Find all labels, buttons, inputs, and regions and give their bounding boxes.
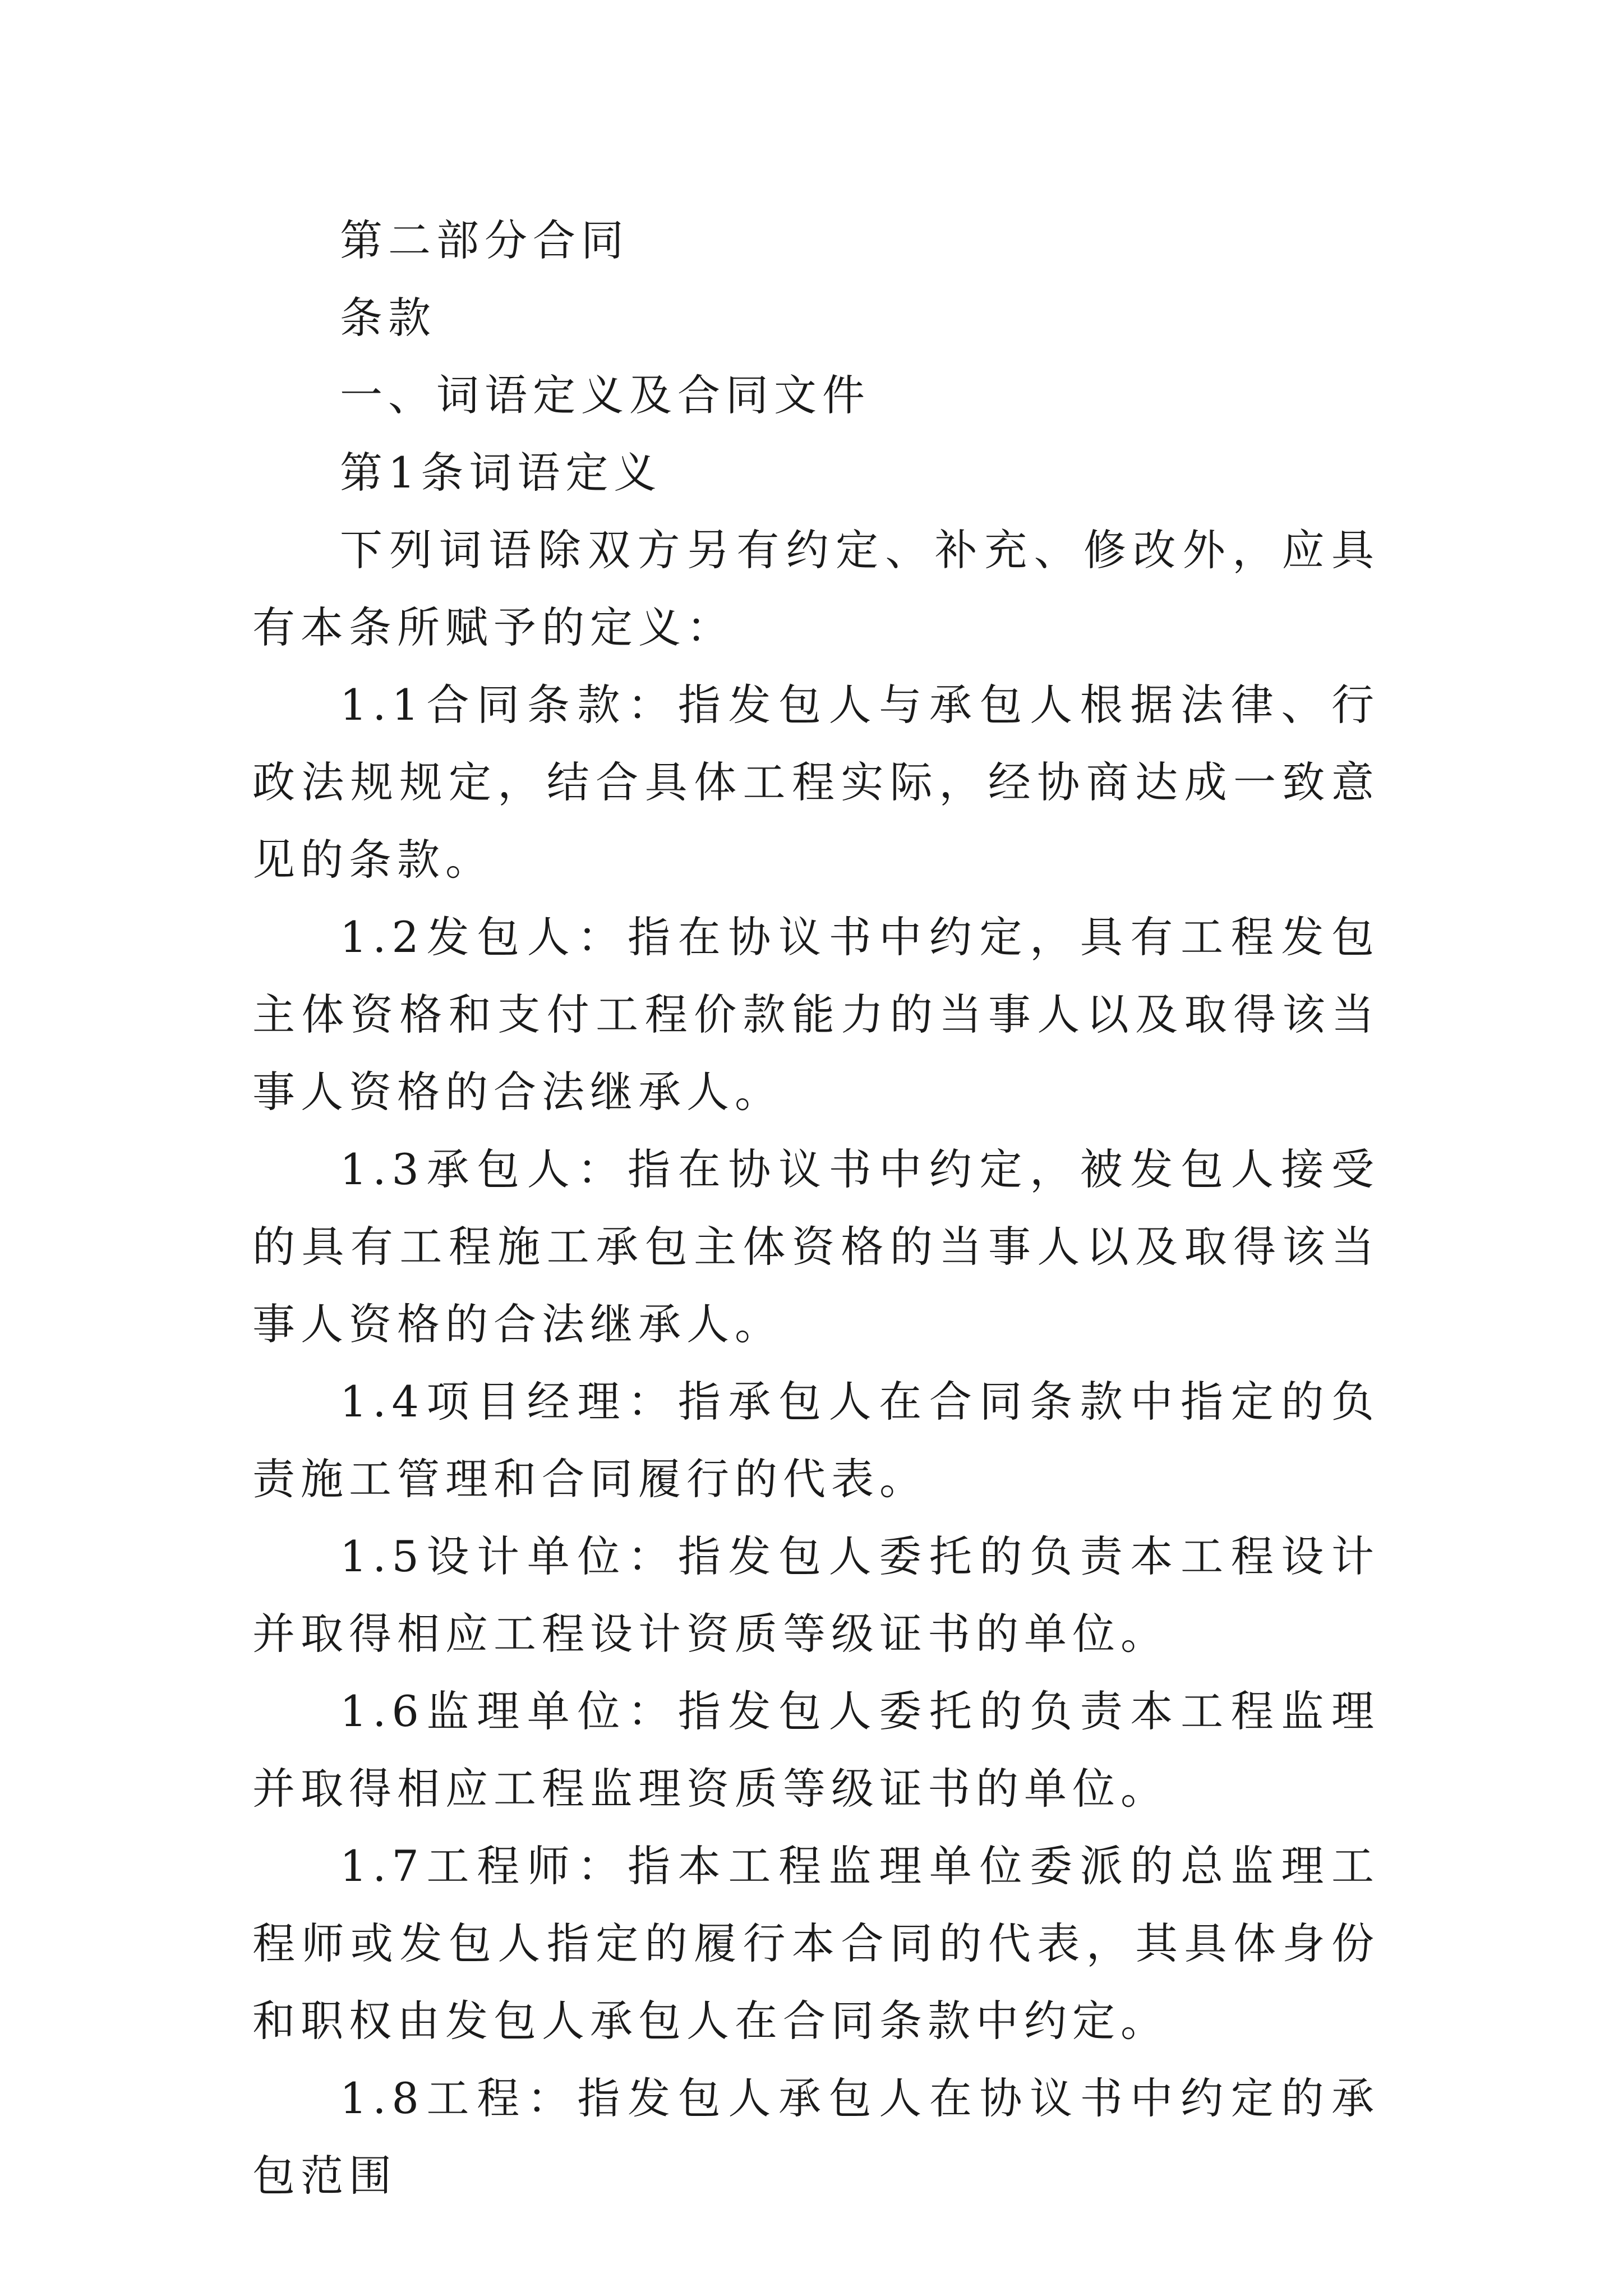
definition-1-7: 1.7工程师：指本工程监理单位委派的总监理工程师或发包人指定的履行本合同的代表，其具体身份和职权由发包人承包人在合同条款中约定。 <box>252 1841 1380 2046</box>
definition-1-6: 1.6监理单位：指发包人委托的负责本工程监理并取得相应工程监理资质等级证书的单位。 <box>252 1686 1380 1814</box>
chapter-heading: 一、词语定义及合同文件 <box>340 370 870 420</box>
definition-1-2: 1.2发包人：指在协议书中约定，具有工程发包主体资格和支付工程价款能力的当事人以及取得该当事人资格的合法继承人。 <box>252 912 1380 1117</box>
article-intro: 下列词语除双方另有约定、补充、修改外，应具有本条所赋予的定义： <box>252 525 1380 652</box>
document-body <box>252 202 1380 2215</box>
section-heading: 第二部分合同 <box>340 215 629 265</box>
definition-1-3: 1.3承包人：指在协议书中约定，被发包人接受的具有工程施工承包主体资格的当事人以及取得该当事人资格的合法继承人。 <box>252 1144 1380 1349</box>
definition-1-5: 1.5设计单位：指发包人委托的负责本工程设计并取得相应工程设计资质等级证书的单位。 <box>252 1531 1380 1659</box>
definition-1-4: 1.4项目经理：指承包人在合同条款中指定的负责施工管理和合同履行的代表。 <box>252 1377 1380 1504</box>
definition-1-8: 1.8工程：指发包人承包人在协议书中约定的承包范围 <box>252 2073 1380 2201</box>
article-heading: 第1条词语定义 <box>340 448 662 498</box>
section-heading-continued: 条款 <box>340 293 436 343</box>
definition-1-1: 1.1合同条款：指发包人与承包人根据法律、行政法规规定，结合具体工程实际，经协商达成一致意见的条款。 <box>252 680 1380 885</box>
